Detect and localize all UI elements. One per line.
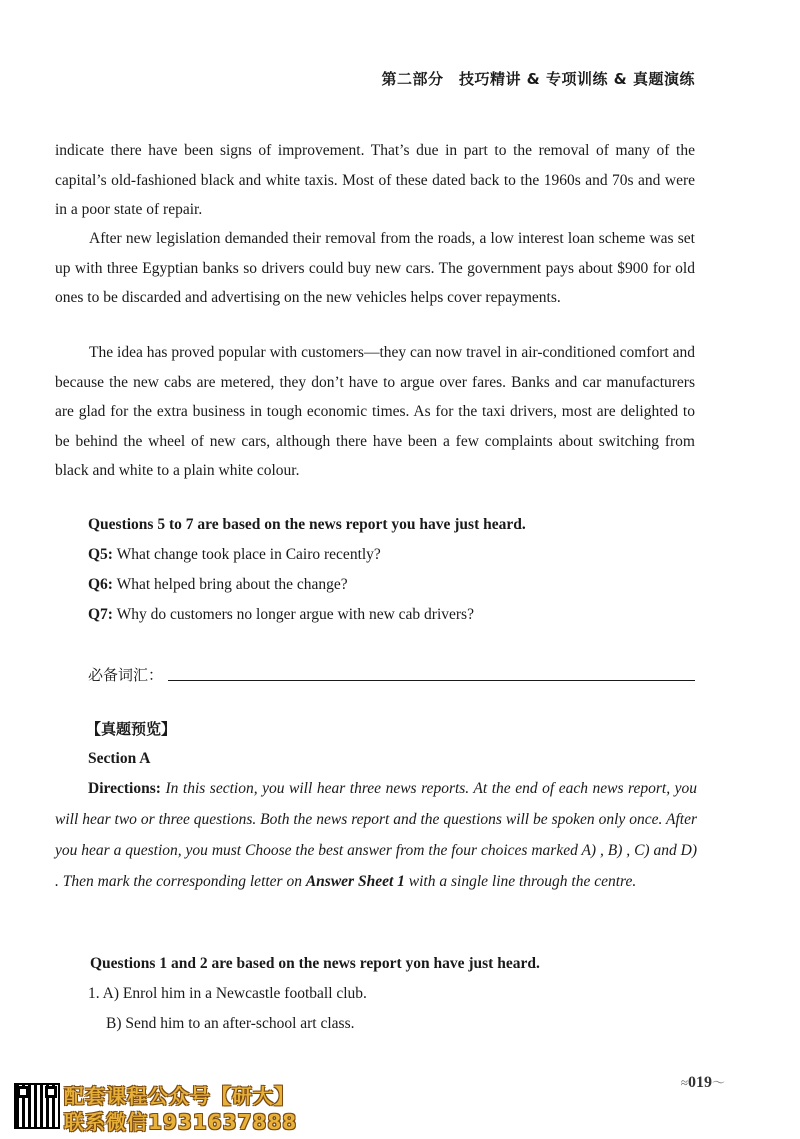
page-number-value: 019 [687, 1074, 712, 1091]
questions-1-2-heading: Questions 1 and 2 are based on the news report yon have just heard. [90, 955, 540, 972]
option-1b: B) Send him to an after-school art class. [106, 1015, 355, 1032]
question-item [88, 606, 474, 624]
directions-text-end: with a single line through the centre. [404, 873, 637, 890]
preview-title: 【真题预览】 [86, 720, 177, 738]
questions-heading: Questions 5 to 7 are based on the news report you have just heard. [88, 516, 526, 533]
watermark-line-2: 联系微信1931637888 [64, 1110, 298, 1134]
question-label: Q7: [88, 606, 113, 623]
question-item [88, 576, 348, 594]
directions-text: In this section, you will hear three news reports. At the end of each news report, you will hear two or three questions. Both the news report and the questions will be spoken only once. After you hear a question, you must Choose the best answer from the four choices marked A) , B) , C) and D) . Then mark the corresponding letter on [55, 780, 697, 890]
passage-paragraph-1: indicate there have been signs of improvement. That’s due in part to the removal of many of the capital’s old-fashioned black and white taxis. Most of these dated back to the 1960s and 70s and were in a poor state of repair. [55, 142, 695, 218]
vocab-label: 必备词汇： [88, 666, 164, 684]
directions-paragraph [55, 773, 697, 897]
page-number-ornament-right: ～ [711, 1075, 725, 1090]
question-text: What change took place in Cairo recently? [112, 546, 381, 563]
answer-sheet-ref: Answer Sheet 1 [305, 873, 405, 890]
page-number-ornament-left: ≈ [680, 1075, 688, 1090]
passage-paragraph-3: The idea has proved popular with customers—they can now travel in air-conditioned comfort and because the new cabs are metered, they don’t have to argue over fares. Banks and car manufacturers are glad for the extra business in tough economic times. As for the taxi drivers, most are delighted to be behind the wheel of new cars, although there have been a few complaints about switching from black and white to a plain white colour. [55, 344, 695, 479]
page-header: 第二部分 技巧精讲 & 专项训练 & 真题演练 [381, 70, 695, 88]
qr-code-image [14, 1083, 60, 1129]
watermark-line-1: 配套课程公众号【研大】 [64, 1084, 295, 1108]
question-text: What helped bring about the change? [112, 576, 348, 593]
question-text: Why do customers no longer argue with new cab drivers? [112, 606, 474, 623]
directions-label: Directions: [88, 780, 161, 797]
option-1a: 1. A) Enrol him in a Newcastle football club. [88, 985, 367, 1002]
vocab-fill-line [168, 680, 695, 681]
question-label: Q5: [88, 546, 113, 563]
question-label: Q6: [88, 576, 113, 593]
question-item [88, 546, 381, 564]
passage-paragraph-2: After new legislation demanded their removal from the roads, a low interest loan scheme was set up with three Egyptian banks so drivers could buy new cars. The government pays about $900 for old ones to be discarded and advertising on the new vehicles helps cover repayments. [55, 230, 695, 306]
page-number [681, 1072, 725, 1092]
section-title: Section A [88, 750, 151, 767]
